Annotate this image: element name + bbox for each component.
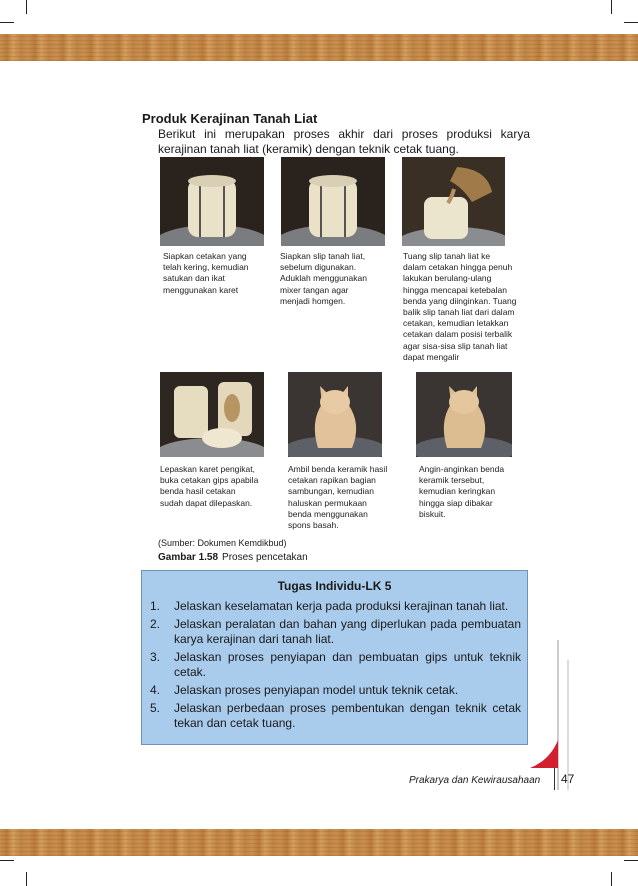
source-credit: (Sumber: Dokumen Kemdikbud) [158, 538, 287, 548]
step-caption-1 [163, 251, 271, 296]
crop-mark [611, 872, 612, 886]
caption-line: Lepaskan karet pengikat, [160, 464, 255, 474]
page-number: 47 [561, 772, 575, 786]
caption-line: benda menggunakan [288, 508, 368, 519]
photo-cat-drying [416, 372, 512, 457]
task-list [150, 599, 521, 734]
caption-line: agar sisa-sisa slip tanah liat [403, 340, 508, 351]
crop-mark [0, 22, 14, 23]
caption-line: kemudian keringkan [419, 486, 496, 497]
figure-caption [158, 552, 308, 563]
caption-line: benda yang diinginkan. Tuang [403, 295, 517, 306]
task-item [150, 617, 521, 648]
caption-line: cetakan, kemudian letakkan [403, 318, 509, 329]
photo-pouring-slip [402, 157, 505, 246]
task-item [150, 599, 521, 615]
caption-line: cetakan rapikan bagian [288, 475, 376, 486]
caption-line: lakukan berulang-ulang [403, 273, 492, 284]
task-text: Jelaskan proses penyiapan model untuk teknik cetak. [174, 682, 459, 697]
caption-line: Aduklah menggunakan [280, 273, 367, 284]
page-divider [554, 768, 555, 790]
caption-line: biskuit. [419, 508, 446, 519]
caption-line: sebelum digunakan. [280, 262, 357, 273]
task-text: Jelaskan keselamatan kerja pada produksi kerajinan tanah liat. [174, 599, 509, 613]
caption-line: keramik tersebut, [419, 475, 485, 486]
task-number: 2. [150, 616, 161, 631]
caption-line: dalam cetakan hingga penuh [403, 262, 513, 273]
step-caption-4 [160, 464, 275, 509]
caption-line: menjadi homgen. [280, 295, 346, 306]
task-text: Jelaskan perbedaan proses pembentukan dengan teknik cetak tekan dan cetak tuang. [174, 700, 521, 731]
caption-line: buka cetakan gips apabila [160, 475, 259, 486]
photo-mold-tied [160, 157, 264, 246]
figure-label: Gambar 1.58 [158, 552, 219, 563]
task-number: 4. [150, 682, 161, 697]
caption-line: hingga mencapai ketebalan [403, 284, 507, 295]
step-caption-3 [403, 251, 537, 363]
caption-line: mixer tangan agar [280, 284, 349, 295]
caption-line: satukan dan ikat [163, 273, 225, 284]
task-number: 1. [150, 599, 161, 613]
crop-mark [624, 860, 638, 861]
task-box [141, 570, 528, 745]
wood-header-strip [0, 34, 638, 61]
crop-mark [611, 0, 612, 14]
task-text: Jelaskan peralatan dan bahan yang diperlukan pada pembuatan karya kerajinan dari tanah liat. [174, 616, 521, 647]
crop-mark [26, 872, 27, 886]
caption-line: balik slip tanah liat dari dalam [403, 307, 515, 318]
section-title: Produk Kerajinan Tanah Liat [142, 111, 318, 126]
figure-text: Proses pencetakan [222, 552, 308, 563]
task-number: 3. [150, 649, 161, 664]
caption-line: dapat mengalir [403, 351, 460, 362]
crop-mark [0, 860, 14, 861]
step-caption-2 [280, 251, 392, 307]
crop-mark [624, 22, 638, 23]
caption-line: sudah dapat dilepaskan. [160, 497, 253, 508]
crop-mark [26, 0, 27, 14]
caption-line: cetakan dalam posisi terbalik [403, 329, 513, 340]
caption-line: benda hasil cetakan [160, 486, 236, 497]
task-item [150, 683, 521, 699]
photo-cat-figure [288, 372, 382, 457]
caption-line: hingga siap dibakar [419, 497, 493, 508]
task-text: Jelaskan proses penyiapan dan pembuatan gips untuk teknik cetak. [174, 649, 521, 680]
caption-line: sambungan, kemudian [288, 486, 375, 497]
photo-mold-slip [281, 157, 385, 246]
step-caption-5 [288, 464, 403, 531]
task-item [150, 650, 521, 681]
step-caption-6 [419, 464, 529, 520]
wood-footer-strip [0, 829, 638, 856]
caption-line: haluskan permukaan [288, 497, 367, 508]
book-title: Prakarya dan Kewirausahaan [409, 775, 541, 786]
caption-line: Siapkan slip tanah liat, [280, 251, 366, 261]
caption-line: Siapkan cetakan yang [163, 251, 247, 261]
photo-open-mold [160, 372, 264, 457]
caption-line: Angin-anginkan benda [419, 464, 505, 474]
caption-line: Tuang slip tanah liat ke [403, 251, 491, 261]
caption-line: menggunakan karet [163, 284, 239, 295]
caption-line: Ambil benda keramik hasil [288, 464, 388, 474]
caption-line: telah kering, kemudian [163, 262, 249, 273]
intro-paragraph: Berikut ini merupakan proses akhir dari proses produksi karya kerajinan tanah liat (keramik) dengan teknik cetak tuang. [158, 127, 530, 156]
task-number: 5. [150, 700, 161, 715]
task-title: Tugas Individu-LK 5 [277, 579, 392, 593]
task-item [150, 701, 521, 732]
caption-line: spons basah. [288, 520, 339, 531]
